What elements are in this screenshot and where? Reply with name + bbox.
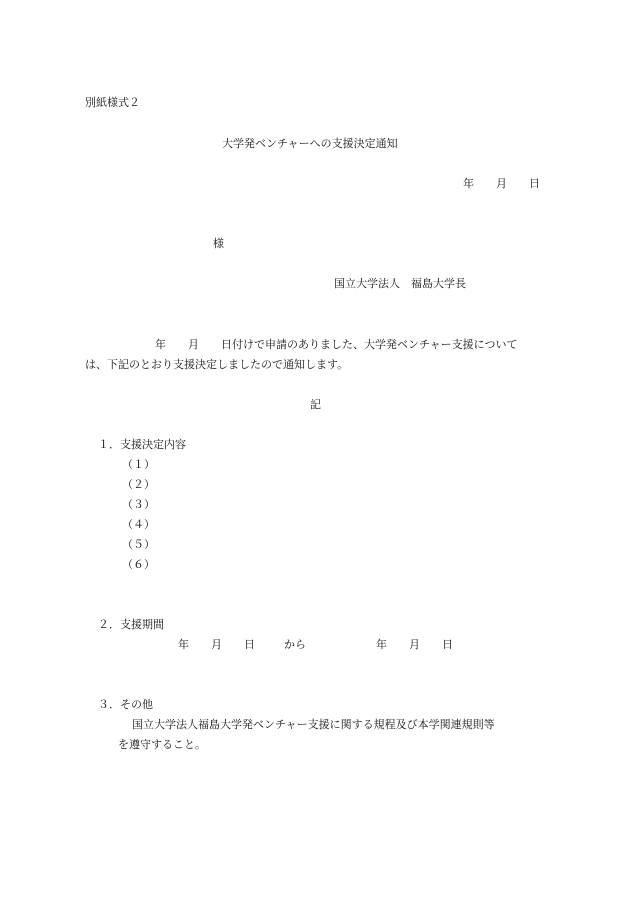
list-item: （１） [122, 458, 155, 471]
form-label: 別紙様式２ [85, 96, 140, 109]
list-item: （５） [122, 538, 155, 551]
issuer: 国立大学法人 福島大学長 [334, 277, 466, 290]
list-item: （３） [122, 498, 155, 511]
list-item: （６） [122, 558, 155, 571]
section-3-text-line-2: を遵守すること。 [118, 738, 206, 751]
period-to-date: 年 月 日 [376, 638, 453, 651]
document-title: 大学発ベンチャーへの支援決定通知 [222, 137, 398, 150]
recipient-suffix: 様 [213, 237, 224, 250]
section-1-heading: １．支援決定内容 [98, 438, 186, 451]
list-item: （２） [122, 478, 155, 491]
section-2-heading: ２．支援期間 [98, 618, 164, 631]
list-item: （４） [122, 518, 155, 531]
body-text-line-2: は、下記のとおり支援決定しましたので通知します。 [85, 358, 349, 371]
date-line: 年 月 日 [463, 177, 540, 190]
section-3-heading: ３．その他 [98, 698, 153, 711]
ki-heading: 記 [310, 398, 321, 411]
period-from-date: 年 月 日 [178, 638, 255, 651]
section-3-text-line-1: 国立大学法人福島大学発ベンチャー支援に関する規程及び本学関連規則等 [132, 718, 495, 731]
body-text-line-1: 年 月 日付けで申請のありました、大学発ベンチャー支援について [155, 338, 518, 351]
period-kara: から [284, 638, 306, 651]
